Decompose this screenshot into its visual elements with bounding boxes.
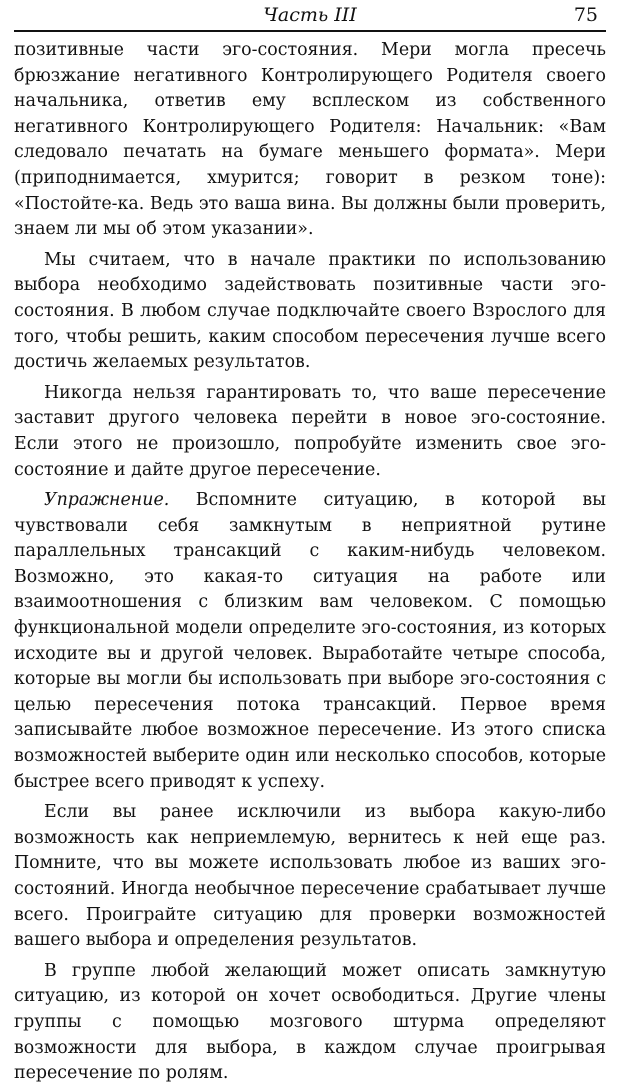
paragraph-5 xyxy=(14,800,606,954)
paragraph-5-text: Если вы ранее исключили из выбора какую-либо возможность как неприемлемую, вернитесь к ней еще раз. Помните, что вы можете использовать любое из ваших эго-состояний. Иногда необычное пересечение срабатывает лучше всего. Проиграйте ситуацию для проверки возможностей вашего выбора и определения результатов. xyxy=(14,802,606,951)
paragraph-3-text: Никогда нельзя гарантировать то, что ваше пересечение заставит другого человека перейти в новое эго-состояние. Если этого не произошло, попробуйте изменить свое эго-состояние и дайте другое пересечение. xyxy=(14,382,606,480)
paragraph-6-text: В группе любой желающий может описать замкнутую ситуацию, из которой он хочет освободиться. Другие члены группы с помощью мозгового штурма определяют возможности для выбора, в каждом случае проигрывая пересечение по ролям. xyxy=(14,960,606,1084)
exercise-label: Упражнение. xyxy=(44,490,170,511)
page-header xyxy=(14,2,606,32)
paragraph-6 xyxy=(14,959,606,1087)
page-number: 75 xyxy=(573,4,598,26)
paragraph-4 xyxy=(14,488,606,795)
paragraph-4-text: Вспомните ситуацию, в которой вы чувствовали себя замкнутым в неприятной рутине параллельных трансакций с каким-нибудь человеком. Возможно, это какая-то ситуация на работе или взаимоотношения с близким вам человеком. С помощью функциональной модели определите эго-состояния, из которых исходите вы и другой человек. Выработайте четыре способа, которые вы могли бы использовать при выборе эго-состояния с целью пересечения потока трансакций. Первое время записывайте любое возможное пересечение. Из этого списка возможностей выберите один или несколько способов, которые быстрее всего приводят к успеху. xyxy=(14,490,606,792)
paragraph-3 xyxy=(14,381,606,483)
paragraph-2-text: Мы считаем, что в начале практики по использованию выбора необходимо задействовать позитивные части эго-состояния. В любом случае подключайте своего Взрослого для того, чтобы решить, каким способом пересечения лучше всего достичь желаемых результатов. xyxy=(14,249,606,373)
body-text xyxy=(14,38,606,1092)
running-head: Часть III xyxy=(263,4,357,26)
paragraph-1 xyxy=(14,38,606,243)
paragraph-2 xyxy=(14,248,606,376)
paragraph-1-text: позитивные части эго-состояния. Мери могла пресечь брюзжание негативного Контролирующего Родителя своего начальника, ответив ему всплеском из собственного негативного Контролирующего Родителя: Начальник: «Вам следовало печатать на бумаге меньшего формата». Мери (приподнимается, хмурится; говорит в резком тоне): «Постойте-ка. Ведь это ваша вина. Вы должны были проверить, знаем ли мы об этом указании». xyxy=(14,40,606,240)
